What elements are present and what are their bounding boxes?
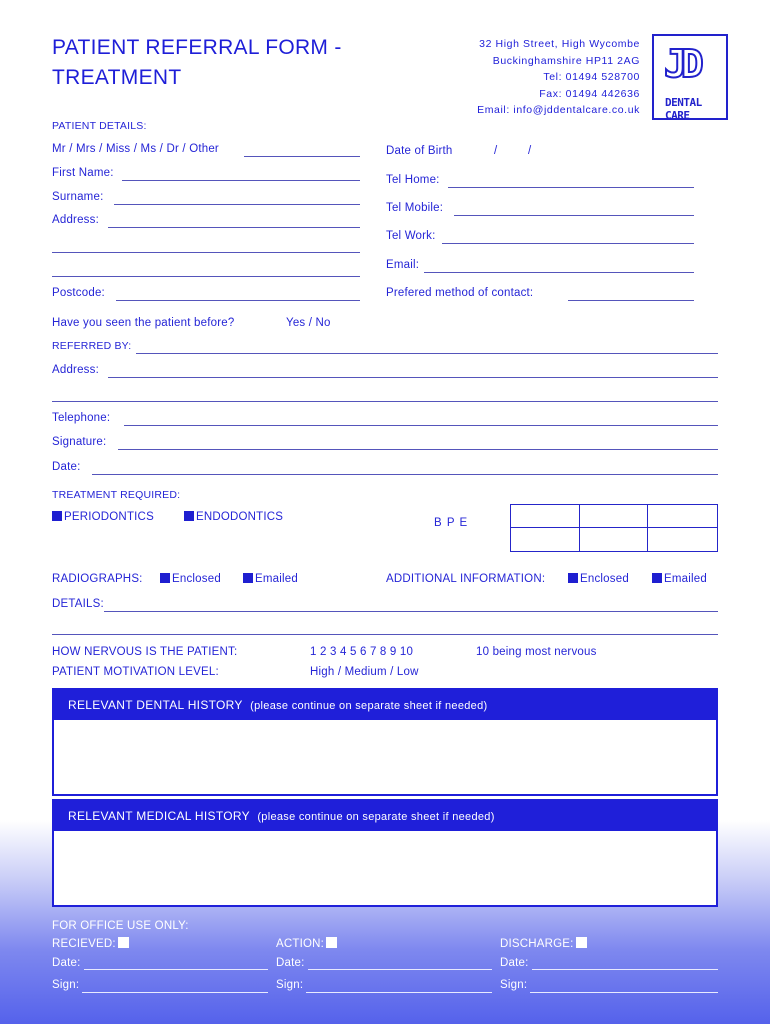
tel-mobile-label: Tel Mobile: (386, 202, 444, 214)
endodontics-label: ENDODONTICS (196, 511, 284, 523)
address-email: Email: info@jddentalcare.co.uk (477, 104, 640, 116)
address-line2: Buckinghamshire HP11 2AG (492, 54, 640, 67)
received-checkbox[interactable] (118, 937, 129, 948)
surname-label: Surname: (52, 191, 104, 203)
motivation-label: PATIENT MOTIVATION LEVEL: (52, 666, 219, 678)
additional-enclosed-option[interactable] (568, 573, 629, 585)
nervous-scale[interactable]: 1 2 3 4 5 6 7 8 9 10 (310, 646, 414, 658)
telephone-label: Telephone: (52, 412, 111, 424)
tel-home-label: Tel Home: (386, 174, 440, 186)
discharge-date-label: Date: (500, 957, 529, 969)
treatment-heading: TREATMENT REQUIRED: (52, 489, 181, 501)
postcode-field[interactable] (116, 300, 360, 301)
form-title-line1: PATIENT REFERRAL FORM - (52, 36, 342, 59)
details-field-1[interactable] (104, 611, 718, 612)
received-date-label: Date: (52, 957, 81, 969)
received-sign-field[interactable] (82, 992, 268, 993)
logo-mark: JD (664, 42, 698, 86)
action-sign-field[interactable] (306, 992, 492, 993)
seen-before-label: Have you seen the patient before? (52, 317, 235, 329)
dental-history-header (54, 690, 716, 720)
telephone-field[interactable] (124, 425, 718, 426)
received-date-field[interactable] (84, 969, 268, 970)
referrer-date-field[interactable] (92, 474, 718, 475)
radiographs-enclosed-option[interactable] (160, 573, 221, 585)
form-title (52, 33, 342, 93)
periodontics-label: PERIODONTICS (64, 511, 154, 523)
dental-history-box (52, 688, 718, 796)
jd-dental-care-logo (652, 34, 728, 120)
practice-address (477, 36, 640, 119)
tel-work-field[interactable] (442, 243, 694, 244)
postcode-label: Postcode: (52, 287, 105, 299)
discharge-checkbox[interactable] (576, 937, 587, 948)
action-sign-label: Sign: (276, 979, 304, 991)
tel-mobile-field[interactable] (454, 215, 694, 216)
discharge-sign-label: Sign: (500, 979, 528, 991)
additional-emailed-label: Emailed (664, 573, 707, 585)
dental-history-note: (please continue on separate sheet if needed) (250, 700, 488, 712)
medical-history-input[interactable] (54, 831, 716, 903)
radiographs-enclosed-label: Enclosed (172, 573, 221, 585)
bpe-cell[interactable] (648, 528, 717, 551)
address-label: Address: (52, 214, 99, 226)
nervous-label: HOW NERVOUS IS THE PATIENT: (52, 646, 238, 658)
action-date-label: Date: (276, 957, 305, 969)
form-title-line2: TREATMENT (52, 66, 182, 89)
radiographs-enclosed-checkbox[interactable] (160, 573, 170, 583)
discharge-option[interactable] (500, 937, 587, 950)
contact-method-field[interactable] (568, 300, 694, 301)
additional-enclosed-checkbox[interactable] (568, 573, 578, 583)
signature-field[interactable] (118, 449, 718, 450)
signature-label: Signature: (52, 436, 107, 448)
bpe-label: B P E (434, 517, 469, 529)
referrer-address-field-1[interactable] (108, 377, 718, 378)
address-line1: 32 High Street, High Wycombe (479, 38, 640, 50)
referrer-address-field-2[interactable] (52, 401, 718, 402)
details-field-2[interactable] (52, 634, 718, 635)
bpe-cell[interactable] (648, 505, 717, 528)
referred-by-label: REFERRED BY: (52, 340, 132, 352)
additional-emailed-option[interactable] (652, 573, 707, 585)
endodontics-option[interactable] (184, 511, 283, 523)
bpe-cell[interactable] (511, 505, 580, 528)
radiographs-emailed-option[interactable] (243, 573, 298, 585)
dob-label: Date of Birth (386, 145, 453, 157)
address-field-2[interactable] (52, 252, 360, 253)
first-name-field[interactable] (122, 180, 360, 181)
medical-history-title: RELEVANT MEDICAL HISTORY (68, 809, 250, 823)
dental-history-title: RELEVANT DENTAL HISTORY (68, 698, 243, 712)
referrer-address-label: Address: (52, 364, 99, 376)
additional-enclosed-label: Enclosed (580, 573, 629, 585)
salutation-field[interactable] (244, 156, 360, 157)
email-label: Email: (386, 259, 420, 271)
discharge-sign-field[interactable] (530, 992, 718, 993)
dob-separator-2: / (528, 145, 532, 157)
address-fax: Fax: 01494 442636 (539, 87, 640, 100)
additional-emailed-checkbox[interactable] (652, 573, 662, 583)
radiographs-emailed-label: Emailed (255, 573, 298, 585)
dob-separator-1: / (494, 145, 498, 157)
address-field-1[interactable] (108, 227, 360, 228)
medical-history-note: (please continue on separate sheet if needed) (257, 811, 495, 823)
discharge-label: DISCHARGE: (500, 938, 574, 950)
radiographs-label: RADIOGRAPHS: (52, 573, 143, 585)
tel-work-label: Tel Work: (386, 230, 436, 242)
action-label: ACTION: (276, 938, 325, 950)
radiographs-emailed-checkbox[interactable] (243, 573, 253, 583)
received-sign-label: Sign: (52, 979, 80, 991)
received-option[interactable] (52, 937, 129, 950)
bpe-cell[interactable] (511, 528, 580, 551)
address-field-3[interactable] (52, 276, 360, 277)
salutation-label: Mr / Mrs / Miss / Ms / Dr / Other (52, 143, 219, 155)
contact-method-label: Prefered method of contact: (386, 287, 534, 299)
referrer-date-label: Date: (52, 461, 81, 473)
periodontics-option[interactable] (52, 511, 154, 523)
action-checkbox[interactable] (326, 937, 337, 948)
logo-text: DENTAL CARE (665, 96, 702, 122)
action-option[interactable] (276, 937, 337, 950)
medical-history-box (52, 799, 718, 907)
additional-info-label: ADDITIONAL INFORMATION: (386, 573, 546, 585)
seen-before-options[interactable]: Yes / No (286, 317, 331, 329)
address-phone: Tel: 01494 528700 (543, 71, 640, 83)
referred-by-field[interactable] (136, 353, 718, 354)
action-date-field[interactable] (308, 969, 492, 970)
dental-history-input[interactable] (54, 720, 716, 792)
email-field[interactable] (424, 272, 694, 273)
surname-field[interactable] (114, 204, 360, 205)
discharge-date-field[interactable] (532, 969, 718, 970)
periodontics-checkbox[interactable] (52, 511, 62, 521)
received-label: RECIEVED: (52, 938, 116, 950)
details-label: DETAILS: (52, 598, 104, 610)
bpe-chart (510, 504, 718, 552)
endodontics-checkbox[interactable] (184, 511, 194, 521)
patient-details-heading: PATIENT DETAILS: (52, 120, 147, 132)
office-use-heading: FOR OFFICE USE ONLY: (52, 920, 189, 932)
motivation-options[interactable]: High / Medium / Low (310, 666, 419, 678)
bpe-cell[interactable] (580, 528, 649, 551)
nervous-note: 10 being most nervous (476, 646, 597, 658)
tel-home-field[interactable] (448, 187, 694, 188)
medical-history-header (54, 801, 716, 831)
bpe-cell[interactable] (580, 505, 649, 528)
first-name-label: First Name: (52, 167, 114, 179)
